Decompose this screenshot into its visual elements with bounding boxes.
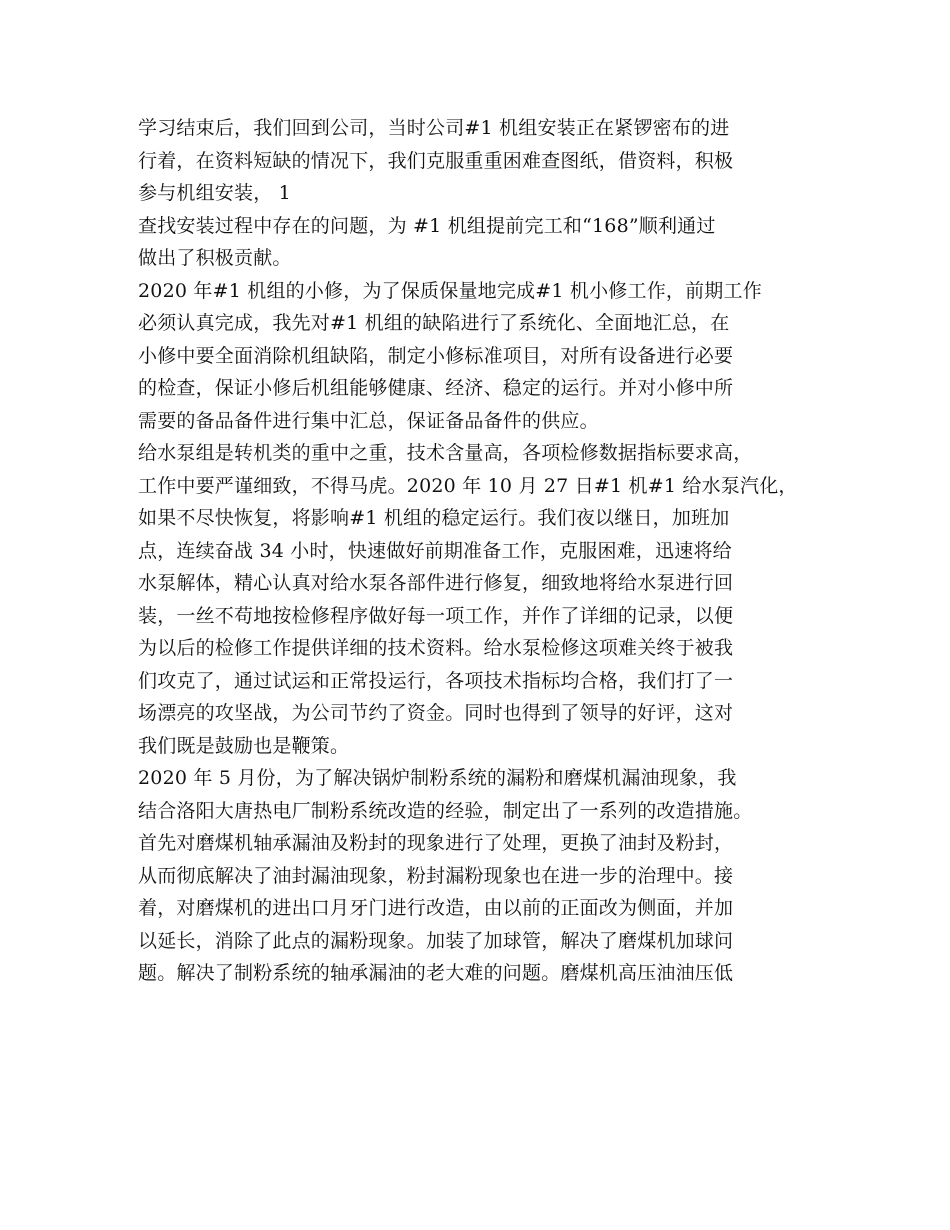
- text-line: 小修中要全面消除机组缺陷，制定小修标准项目，对所有设备进行必要: [138, 344, 734, 367]
- text-line: 行着，在资料短缺的情况下，我们克服重重困难查图纸，借资料，积极: [138, 149, 734, 172]
- document-body: [138, 112, 818, 990]
- text-line: 学习结束后，我们回到公司，当时公司#1 机组安装正在紧锣密布的进: [138, 117, 730, 139]
- text-line: 如果不尽快恢复，将影响#1 机组的稳定运行。我们夜以继日，加班加: [138, 507, 730, 529]
- text-line: 结合洛阳大唐热电厂制粉系统改造的经验，制定出了一系列的改造措施。: [138, 799, 753, 822]
- text-line: 从而彻底解决了油封漏油现象，粉封漏粉现象也在进一步的治理中。接: [138, 864, 734, 887]
- text-line: 为以后的检修工作提供详细的技术资料。给水泵检修这项难关终于被我: [138, 637, 734, 659]
- text-line: 2020 年 5 月份，为了解决锅炉制粉系统的漏粉和磨煤机漏油现象，我: [138, 767, 737, 789]
- text-line: 水泵解体，精心认真对给水泵各部件进行修复，细致地将给水泵进行回: [138, 572, 734, 594]
- text-line: 查找安装过程中存在的问题，为 #1 机组提前完工和“168”顺利通过: [138, 214, 716, 237]
- text-line: 给水泵组是转机类的重中之重，技术含量高，各项检修数据指标要求高，: [138, 442, 753, 464]
- text-line: 首先对磨煤机轴承漏油及粉封的现象进行了处理，更换了油封及粉封，: [138, 832, 734, 854]
- text-line: 点，连续奋战 34 小时，快速做好前期准备工作，克服困难，迅速将给: [138, 539, 732, 562]
- text-line: 做出了积极贡献。: [138, 247, 292, 269]
- text-line: 必须认真完成，我先对#1 机组的缺陷进行了系统化、全面地汇总，在: [138, 312, 730, 334]
- text-line: 的检查，保证小修后机组能够健康、经济、稳定的运行。并对小修中所: [138, 377, 734, 399]
- text-line: 题。解决了制粉系统的轴承漏油的老大难的问题。磨煤机高压油油压低: [138, 962, 734, 984]
- text-line: 参与机组安装， 1: [138, 182, 291, 204]
- text-line: 以延长，消除了此点的漏粉现象。加装了加球管，解决了磨煤机加球问: [138, 929, 734, 952]
- text-line: 2020 年#1 机组的小修，为了保质保量地完成#1 机小修工作，前期工作: [138, 279, 762, 302]
- text-line: 装，一丝不苟地按检修程序做好每一项工作，并作了详细的记录，以便: [138, 604, 734, 627]
- text-line: 我们既是鼓励也是鞭策。: [138, 734, 350, 757]
- text-line: 场漂亮的攻坚战，为公司节约了资金。同时也得到了领导的好评，这对: [138, 702, 734, 724]
- text-line: 们攻克了，通过试运和正常投运行，各项技术指标均合格，我们打了一: [138, 669, 734, 692]
- text-line: 工作中要严谨细致，不得马虎。2020 年 10 月 27 日#1 机#1 给水泵汽化，: [138, 474, 798, 497]
- text-line: 着，对磨煤机的进出口月牙门进行改造，由以前的正面改为侧面，并加: [138, 897, 734, 919]
- text-line: 需要的备品备件进行集中汇总，保证备品备件的供应。: [138, 409, 599, 432]
